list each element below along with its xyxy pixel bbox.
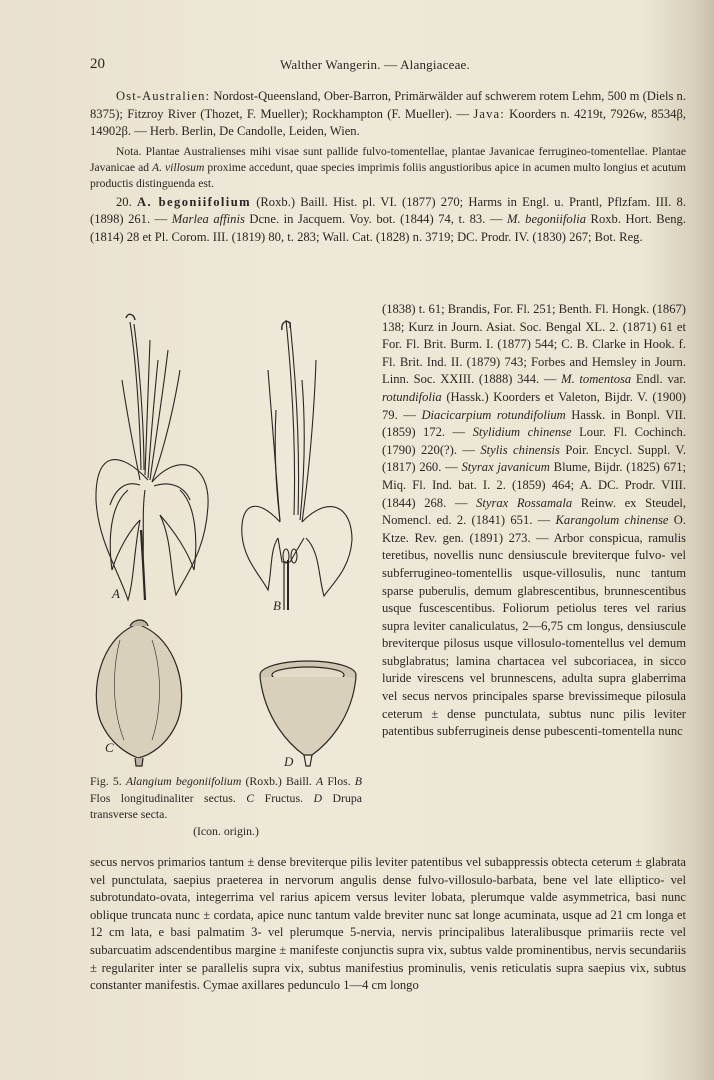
right-column-paragraph <box>382 301 686 741</box>
species-name: A. begoniifolium <box>136 194 251 209</box>
synonym-3-ref: Endl. var. <box>631 372 686 387</box>
synonym-marlea-affinis: Marlea affinis <box>171 212 245 227</box>
caption-b-text: Flos longitudinaliter sectus. <box>90 790 247 805</box>
figure-5 <box>90 300 372 770</box>
species-author: (Roxb.) Baill. Hist. pl. VI. (1877) 270; Harms in Engl. u. Prantl, Pflzfam. III. 8. (1898) 261. — <box>90 194 687 227</box>
synonym-4-ref: Hassk. in Bonpl. VII. (1859) 172. — <box>382 407 686 440</box>
caption-label-c: C <box>246 790 255 805</box>
species-description: Arbor conspicua, ramulis teretibus, novellis nunc densiuscule breviterque fulvo- vel subferrugineo-tomentellis usque-villosulis, nunc tantum sparse puberulis, demum glabrescentibus, brunnescentibus usque fuscescentibus. Foliorum petiolus teres vel rarius supra leviter canaliculatus, 2—6,75 cm longus, densiuscule breviterque pilosus usque villosulo-tomentellus vel demum subglabratus; lamina chartacea vel subcoriacea, in sicco luride virescens vel brunnescens, adulta supra glaberrima vel secus nervos principales sparse brevissimeque pilosula ceterum ± dense punctulata, subtus nunc pilis leviter patentibus subferrugineis dense pubescenti-tomentella nunc <box>382 530 686 739</box>
synonym-m-tomentosa: M. tomentosa <box>561 372 632 387</box>
figure-d-drupe-section <box>260 661 356 766</box>
synonym-rotundifolia: rotundifolia <box>382 389 442 404</box>
figure-b-flower-section <box>242 320 352 610</box>
synonym-9-ref: O. Ktze. Rev. gen. (1891) 273. — <box>382 513 686 545</box>
species-heading-paragraph <box>90 194 686 247</box>
caption-label-a: A <box>316 774 324 788</box>
synonym-styrax-javanicum: Styrax javanicum <box>461 460 550 475</box>
species-number: 20. <box>116 194 132 209</box>
running-head: Walther Wangerin. — Alangiaceae. <box>280 57 470 72</box>
caption-author: (Roxb.) Baill. <box>241 774 317 788</box>
synonym-7-ref: Blume, Bijdr. (1825) 671; Miq. Fl. Ind. bat. I. 2. (1859) 464; A. DC. Prodr. VIII. (1844) 268. — <box>382 460 686 510</box>
synonym-styrax-rossamala: Styrax Rossamala <box>476 495 573 510</box>
caption-fig-number: Fig. 5. <box>90 774 122 788</box>
caption-d-text: Drupa transverse secta. <box>90 790 362 822</box>
top-text-block <box>90 88 686 247</box>
nota-lead: Nota. <box>116 144 142 158</box>
synonym-stylis: Stylis chinensis <box>480 442 560 457</box>
synonym-6-ref: Poir. Encycl. Suppl. V. (1817) 260. — <box>382 442 687 475</box>
synonym-8-ref: Reinw. ex Steudel, Nomencl. ed. 2. (1841) 651. — <box>382 495 687 528</box>
figure-label-a: A <box>112 586 120 601</box>
synonym-m-begoniifolia: M. begoniifolia <box>507 212 587 227</box>
figure-label-d: D <box>284 754 294 769</box>
caption-c-text: Fructus. <box>254 790 314 805</box>
figure-a-flower <box>96 314 208 600</box>
synonym-3b-ref: (Hassk.) Koorders et Valeton, Bijdr. V. (1900) 79. — <box>382 389 686 422</box>
nota-taxon: A. villosum <box>152 160 205 174</box>
right-column-text <box>382 301 686 741</box>
flower-fruit-illustration <box>90 300 372 770</box>
synonym-stylidium: Stylidium chinense <box>472 425 572 440</box>
references-part-1: (1838) t. 61; Brandis, For. Fl. 251; Benth. Fl. Hongk. (1867) 138; Kurz in Journ. Asiat. Soc. Bengal XL. 2. (1871) 61 et For. Fl. Brit. Burm. I. (1877) 544; C. B. Clarke in Hook. f. Fl. Brit. Ind. II. (1879) 743; Forbes and Hemsley in Journ. Linn. Soc. XXIII. (1888) 344. — <box>382 302 687 387</box>
caption-taxon: Alangium begoniifolium <box>125 774 242 788</box>
figure-label-b: B <box>273 598 281 613</box>
figure-label-c: C <box>105 740 114 755</box>
figure-caption <box>90 773 362 839</box>
synonym-2-ref: Roxb. Hort. Beng. (1814) 28 et Pl. Corom. III. (1819) 80, t. 283; Wall. Cat. (1828) n. 3719; DC. Prodr. IV. (1830) 267; Bot. Reg. <box>90 212 686 244</box>
distribution-text-2: Koorders n. 4219t, 7926w, 8534β, 14902β. — Herb. Berlin, De Candolle, Leiden, Wien. <box>90 106 686 139</box>
page-number: 20 <box>90 56 105 72</box>
page-header <box>90 56 686 76</box>
synonym-1-ref: Dcne. in Jacquem. Voy. bot. (1844) 74, t. 83. — <box>244 212 507 227</box>
bottom-description: secus nervos primarios tantum ± dense breviterque pilis leviter patentibus vel subappressis obtecta ceterum ± glabrata vel punctulata, saepius praeterea in nervorum angulis dense fulvo-villosulo-barbata, bene vel late elliptico- vel subrotundato-ovata, integerrima vel rarius apicem versus leviter lobata, plerumque valde asymmetrica, basi nunc oblique truncata nunc ± cordata, apice nunc tantum valde breviter nunc sat longe acuminata, usque ad 21 cm longa et 12 cm lata, e basi palmatim 3- vel plerumque 5-nervia, nervis principalibus lateralibusque primariis recte vel subarcuatim adscendentibus margine ± manifeste conjunctis supra vix, subtus valde prominentibus, nervis secundariis ± regulariter inter se parallelis supra vix, subtus manifestius prominulis, venis reticulatis supra saepius vix, subtus constanter manifestis. Cymae axillares pedunculo 1—4 cm longo <box>90 855 686 993</box>
synonym-diacicarpium: Diacicarpium rotundifolium <box>421 407 566 422</box>
nota-text-2: proxime accedunt, quae species imprimis foliis angustioribus apice in acumen multo longius et acutum productis distinguenda est. <box>90 160 687 190</box>
java-lead: Java: <box>473 106 505 121</box>
synonym-karangolum: Karangolum chinense <box>555 513 669 528</box>
distribution-paragraph <box>90 88 686 141</box>
nota-text-1: Plantae Australienses mihi visae sunt pallide fulvo-tomentellae, plantae Javanicae ferrugineo-tomentellae. Plantae Javanicae ad <box>90 144 686 174</box>
distribution-text-1: Nordost-Queensland, Ober-Barron, Primärwälder auf schwerem rotem Lehm, 500 m (Diels n. 8375); Fitzroy River (Thozet, F. Mueller); Rockhampton (F. Mueller). — <box>90 89 686 121</box>
caption-source: (Icon. origin.) <box>193 823 259 838</box>
caption-label-d: D <box>313 790 323 805</box>
synonym-5-ref: Lour. Fl. Cochinch. (1790) 220(?). — <box>382 425 687 457</box>
nota-paragraph <box>90 144 686 192</box>
caption-a-text: Flos. <box>323 774 355 788</box>
distribution-lead: Ost-Australien: <box>116 89 211 103</box>
caption-label-b: B <box>354 774 362 788</box>
bottom-text-block <box>90 854 686 995</box>
